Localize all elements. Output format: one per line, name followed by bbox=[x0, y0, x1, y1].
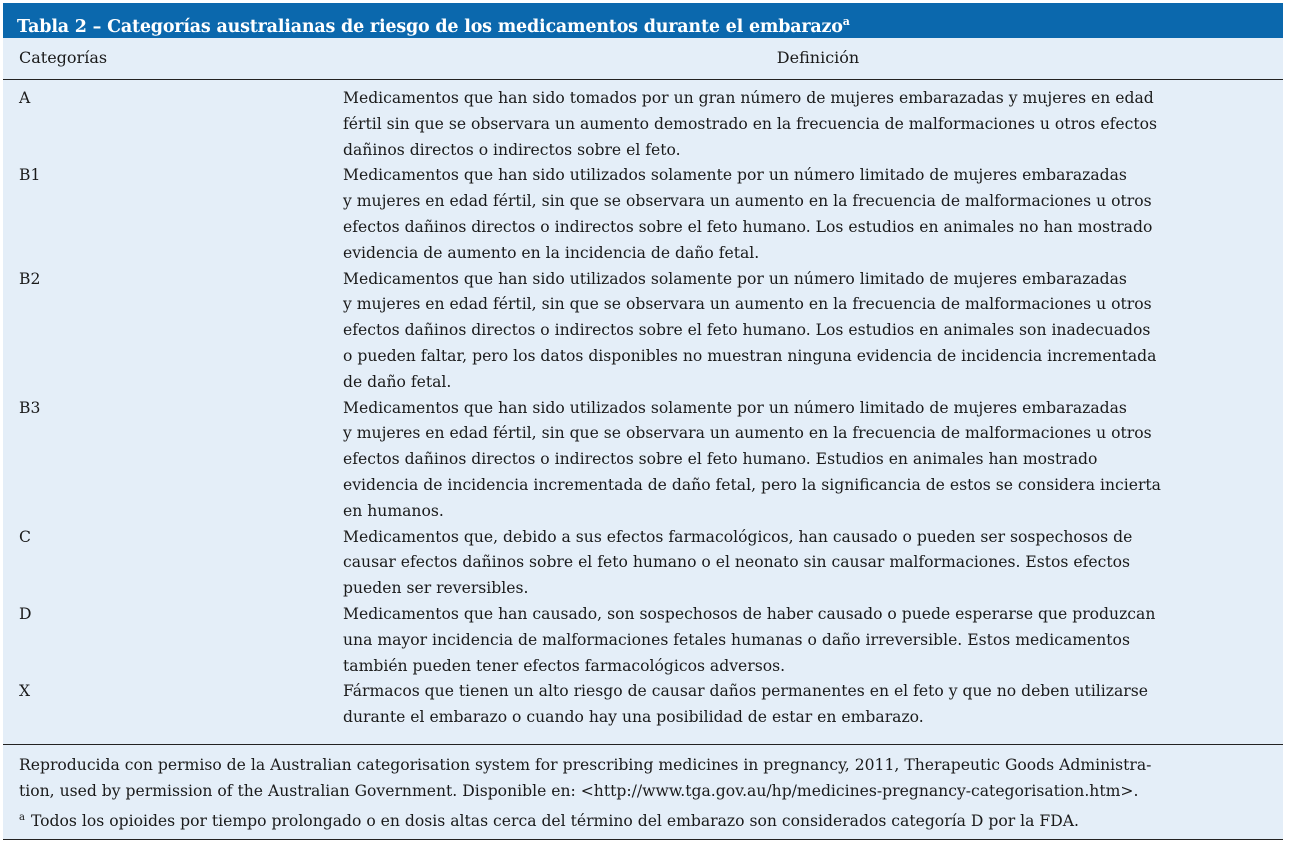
table-title bbox=[3, 3, 1283, 38]
table-footer bbox=[3, 745, 1283, 840]
table-body bbox=[3, 80, 1283, 745]
definition-cell bbox=[343, 525, 1283, 602]
definition-line: en humanos. bbox=[343, 501, 444, 520]
definition-line: efectos dañinos directos o indirectos sobre el feto humano. Los estudios en animales no han mostrado bbox=[343, 217, 1153, 236]
footnote-text: Todos los opioides por tiempo prolongado o en dosis altas cerca del término del embarazo son considerados categoría D por la FDA. bbox=[30, 811, 1079, 830]
definition-line: y mujeres en edad fértil, sin que se observara un aumento en la frecuencia de malformaciones u otros bbox=[343, 424, 1152, 443]
definition-cell bbox=[343, 267, 1283, 396]
footnote bbox=[19, 805, 1283, 835]
definition-line: y mujeres en edad fértil, sin que se observara un aumento en la frecuencia de malformaciones u otros bbox=[343, 295, 1152, 314]
definition-line: Medicamentos que han sido utilizados solamente por un número limitado de mujeres embarazadas bbox=[343, 269, 1127, 288]
table-row bbox=[3, 396, 1283, 525]
table-row bbox=[3, 86, 1283, 163]
definition-cell bbox=[343, 396, 1283, 525]
category-cell: A bbox=[19, 89, 31, 107]
category-cell: C bbox=[19, 527, 31, 546]
risk-categories-table bbox=[3, 3, 1283, 840]
definition-line: Medicamentos que, debido a sus efectos farmacológicos, han causado o pueden ser sospechosos de bbox=[343, 527, 1133, 546]
category-cell: B2 bbox=[19, 269, 41, 288]
table-row bbox=[3, 267, 1283, 396]
footnote-marker: a bbox=[19, 811, 25, 823]
definition-line: dañinos directos o indirectos sobre el feto. bbox=[343, 140, 681, 159]
definition-line: Medicamentos que han causado, son sospechosos de haber causado o puede esperarse que produzcan bbox=[343, 604, 1156, 623]
column-header-categorias: Categorías bbox=[19, 48, 108, 67]
definition-line: Medicamentos que han sido utilizados solamente por un número limitado de mujeres embarazadas bbox=[343, 166, 1127, 185]
category-cell: B3 bbox=[19, 398, 41, 417]
category-cell: D bbox=[19, 604, 32, 623]
column-header-definicion: Definición bbox=[776, 48, 860, 67]
definition-line: Medicamentos que han sido tomados por un gran número de mujeres embarazadas y mujeres en edad bbox=[343, 89, 1154, 107]
definition-cell bbox=[343, 679, 1283, 731]
definition-line: o pueden faltar, pero los datos disponibles no muestran ninguna evidencia de incidencia incrementada bbox=[343, 346, 1157, 365]
definition-line: durante el embarazo o cuando hay una posibilidad de estar en embarazo. bbox=[343, 708, 924, 727]
definition-line: de daño fetal. bbox=[343, 372, 452, 391]
definition-line: fértil sin que se observara un aumento demostrado en la frecuencia de malformaciones u otros efectos bbox=[343, 114, 1157, 133]
definition-line: efectos dañinos directos o indirectos sobre el feto humano. Estudios en animales han mostrado bbox=[343, 450, 1098, 469]
category-cell: X bbox=[19, 682, 31, 701]
definition-line: una mayor incidencia de malformaciones fetales humanas o daño irreversible. Estos medicamentos bbox=[343, 630, 1130, 649]
definition-line: efectos dañinos directos o indirectos sobre el feto humano. Los estudios en animales son inadecuados bbox=[343, 321, 1151, 340]
definition-line: Fármacos que tienen un alto riesgo de causar daños permanentes en el feto y que no deben utilizarse bbox=[343, 682, 1148, 701]
definition-line: también pueden tener efectos farmacológicos adversos. bbox=[343, 656, 786, 675]
definition-cell bbox=[343, 602, 1283, 679]
definition-line: causar efectos dañinos sobre el feto humano o el neonato sin causar malformaciones. Estos efectos bbox=[343, 553, 1130, 572]
column-header-row bbox=[3, 38, 1283, 80]
table-row bbox=[3, 525, 1283, 602]
source-line: Reproducida con permiso de la Australian categorisation system for prescribing medicines in pregnancy, 2011, Therapeutic Goods Administra- bbox=[19, 755, 1152, 774]
source-line: tion, used by permission of the Australian Government. Disponible en: <http://www.tga.gov.au/hp/medicines-pregnancy-categorisation.htm>. bbox=[19, 781, 1139, 800]
definition-line: pueden ser reversibles. bbox=[343, 579, 529, 598]
definition-line: evidencia de incidencia incrementada de daño fetal, pero la significancia de estos se considera incierta bbox=[343, 475, 1161, 494]
table-row bbox=[3, 602, 1283, 679]
category-cell: B1 bbox=[19, 166, 41, 185]
definition-cell bbox=[343, 86, 1283, 163]
title-footnote-marker: a bbox=[842, 15, 850, 28]
definition-line: evidencia de aumento en la incidencia de daño fetal. bbox=[343, 243, 760, 262]
definition-cell bbox=[343, 163, 1283, 266]
definition-line: y mujeres en edad fértil, sin que se observara un aumento en la frecuencia de malformaciones u otros bbox=[343, 192, 1152, 211]
table-row bbox=[3, 163, 1283, 266]
table-title-text: Tabla 2 – Categorías australianas de riesgo de los medicamentos durante el embarazo bbox=[17, 16, 843, 37]
table-row bbox=[3, 679, 1283, 731]
definition-line: Medicamentos que han sido utilizados solamente por un número limitado de mujeres embarazadas bbox=[343, 398, 1127, 417]
